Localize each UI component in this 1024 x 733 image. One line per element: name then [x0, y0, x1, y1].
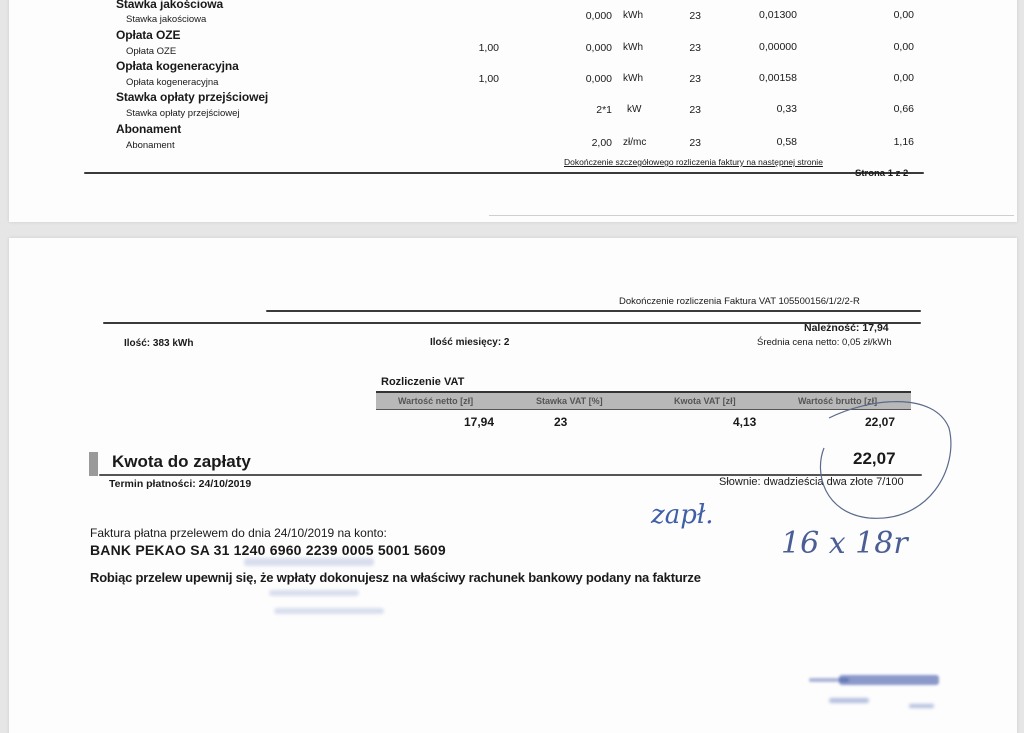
vat-col-rate: Stawka VAT [%]: [536, 396, 603, 406]
row-item-label: Opłata OZE: [126, 46, 177, 57]
divider: [103, 322, 921, 324]
handwritten-circle-icon: [809, 393, 969, 528]
stamp-mark: [829, 698, 869, 703]
row-group-label: Stawka opłaty przejściowej: [116, 90, 269, 104]
row-value: 1,16: [893, 136, 914, 148]
row-factor: 1,00: [478, 42, 499, 54]
vat-col-net: Wartość netto [zł]: [398, 396, 474, 406]
row-item-label: Opłata kogeneracyjna: [126, 77, 219, 88]
row-value: 0,00: [893, 41, 914, 53]
row-qty: 2*1: [596, 104, 612, 116]
divider: [84, 172, 924, 174]
row-item-label: Stawka opłaty przejściowej: [126, 108, 240, 119]
row-qty: 2,00: [591, 137, 612, 149]
row-value: 0,66: [893, 103, 914, 115]
row-price: 0,33: [776, 103, 797, 115]
row-group-label: Stawka jakościowa: [116, 0, 224, 11]
invoice-page-2: [9, 238, 1017, 733]
row-vat: 23: [689, 104, 701, 116]
handwritten-note-date: 16 x 18r: [781, 526, 908, 561]
stamp-mark: [269, 590, 359, 596]
bank-account[interactable]: BANK PEKAO SA 31 1240 6960 2239 0005 5001 5609: [90, 542, 446, 558]
stamp-mark: [839, 675, 939, 685]
months-count: Ilość miesięcy: 2: [430, 337, 510, 348]
row-group-label: Opłata OZE: [116, 28, 181, 42]
transfer-info: Faktura płatna przelewem do dnia 24/10/2019 na konto:: [90, 526, 387, 540]
row-unit: zł/mc: [623, 137, 647, 148]
section-marker: [89, 452, 98, 476]
row-price: 0,00158: [759, 72, 797, 84]
row-group-label: Abonament: [116, 122, 182, 136]
vat-amount-value: 4,13: [733, 415, 757, 429]
invoice-page-1: [9, 0, 1017, 222]
page-number: Strona 1 z 2: [855, 168, 909, 179]
vat-net-value: 17,94: [464, 415, 495, 429]
vat-col-gross: Wartość brutto [zł]: [798, 396, 878, 406]
stamp-mark: [809, 678, 849, 682]
row-price: 0,58: [776, 136, 797, 148]
amount-in-words: Słownie: dwadzieścia dwa złote 7/100: [719, 476, 904, 488]
row-vat: 23: [689, 42, 701, 54]
continuation-note: Dokończenie szczegółowego rozliczenia faktury na następnej stronie: [564, 157, 823, 167]
stamp-mark: [274, 608, 384, 614]
row-vat: 23: [689, 73, 701, 85]
row-item-label: Stawka jakościowa: [126, 14, 207, 25]
row-qty: 0,000: [585, 42, 612, 54]
row-qty: 0,000: [585, 10, 612, 22]
divider: [489, 215, 1014, 216]
handwritten-note-paid: zapł.: [651, 500, 714, 530]
row-unit: kWh: [623, 42, 643, 53]
row-vat: 23: [689, 137, 701, 149]
divider: [266, 310, 921, 312]
payment-due-date: Termin płatności: 24/10/2019: [109, 478, 252, 490]
amount-due: Należność: 17,94: [804, 322, 889, 334]
row-value: 0,00: [893, 9, 914, 21]
row-unit: kWh: [623, 10, 643, 21]
vat-col-amount: Kwota VAT [zł]: [674, 396, 736, 406]
payment-warning: Robiąc przelew upewnij się, że wpłaty dokonujesz na właściwy rachunek bankowy podany na fakturze: [90, 570, 701, 585]
amount-to-pay-title: Kwota do zapłaty: [112, 452, 251, 471]
amount-to-pay-value: 22,07: [853, 449, 896, 468]
row-price: 0,01300: [759, 9, 797, 21]
row-unit: kW: [627, 104, 642, 115]
stamp-mark: [244, 558, 374, 566]
vat-rate-value: 23: [554, 415, 568, 429]
vat-gross-value: 22,07: [865, 415, 896, 429]
row-vat: 23: [689, 10, 701, 22]
quantity: Ilość: 383 kWh: [124, 338, 194, 349]
row-item-label: Abonament: [126, 140, 175, 151]
row-value: 0,00: [893, 72, 914, 84]
vat-summary-title: Rozliczenie VAT: [381, 376, 465, 388]
stamp-mark: [909, 704, 934, 708]
row-price: 0,00000: [759, 41, 797, 53]
continuation-header: Dokończenie rozliczenia Faktura VAT 105500156/1/2/2-R: [619, 296, 860, 307]
row-qty: 0,000: [585, 73, 612, 85]
row-unit: kWh: [623, 73, 643, 84]
row-group-label: Opłata kogeneracyjna: [116, 59, 239, 73]
row-factor: 1,00: [478, 73, 499, 85]
avg-net-price: Średnia cena netto: 0,05 zł/kWh: [757, 337, 892, 348]
